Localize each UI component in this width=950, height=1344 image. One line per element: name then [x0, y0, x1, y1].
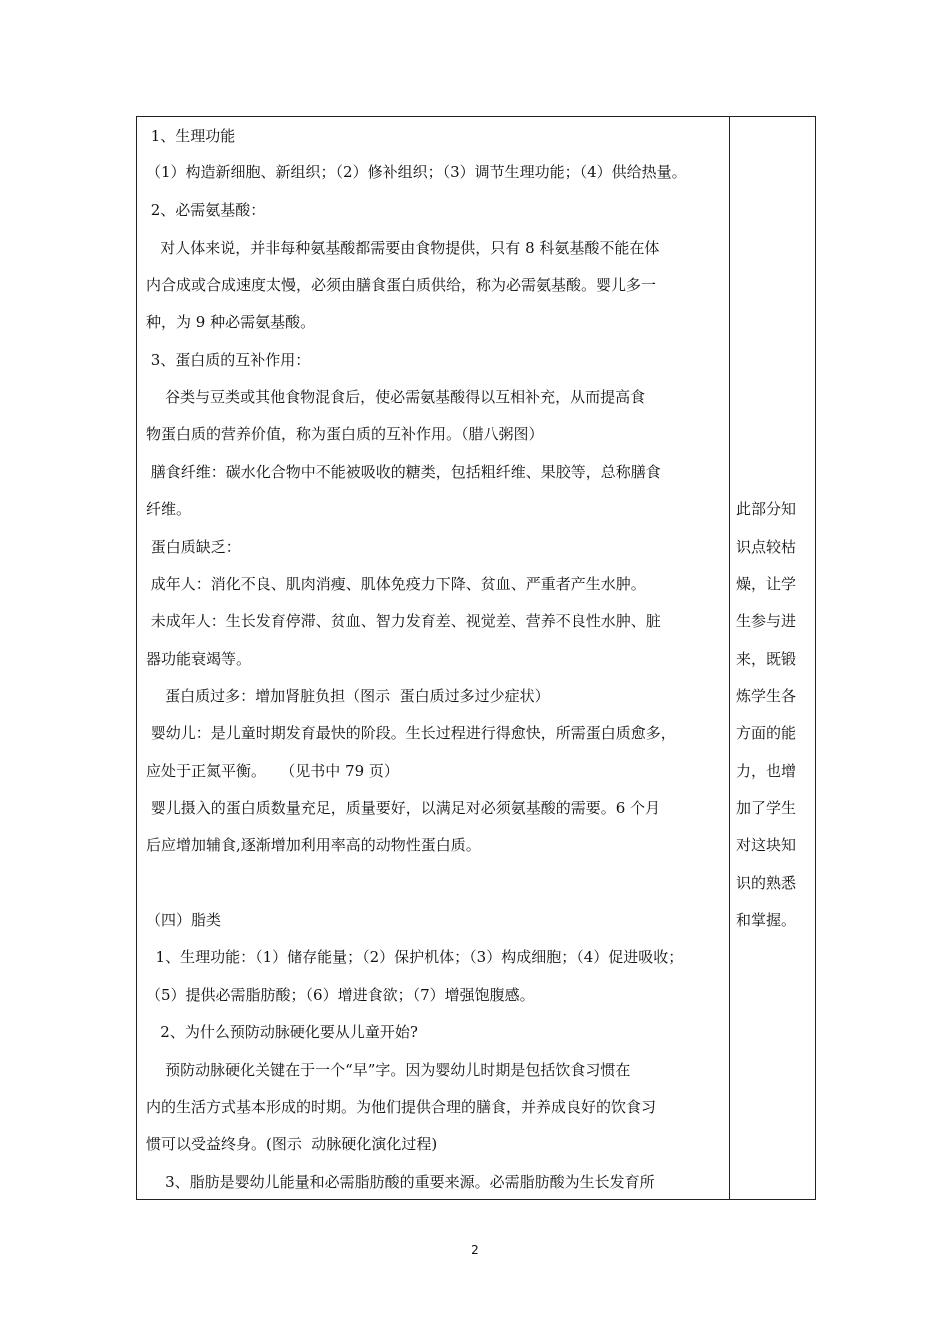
text-line: 1、生理功能 [146, 127, 236, 145]
content-cell [137, 117, 729, 1199]
text-line: 内合成或合成速度太慢，必须由膳食蛋白质供给，称为必需氨基酸。婴儿多一 [146, 276, 657, 294]
text-line: 膳食纤维：碳水化合物中不能被吸收的糖类，包括粗纤维、果胶等，总称膳食 [146, 463, 661, 481]
note-line: 加了学生 [736, 799, 797, 817]
note-line: 对这块知 [736, 836, 797, 854]
text-line: 3、蛋白质的互补作用： [146, 351, 311, 369]
lesson-table [136, 116, 816, 1200]
text-line: 器功能衰竭等。 [146, 650, 252, 668]
text-line: 种，为 9 种必需氨基酸。 [146, 313, 316, 331]
text-line: 预防动脉硬化关键在于一个“早”字。因为婴幼儿时期是包括饮食习惯在 [146, 1061, 631, 1079]
text-line: 婴幼儿：是儿童时期发育最快的阶段。生长过程进行得愈快，所需蛋白质愈多， [146, 724, 676, 742]
text-line: 后应增加辅食,逐渐增加利用率高的动物性蛋白质。 [146, 836, 481, 854]
text-line: 3、脂肪是婴幼儿能量和必需脂肪酸的重要来源。必需脂肪酸为生长发育所 [146, 1173, 655, 1191]
note-line: 炼学生各 [736, 687, 797, 705]
text-line: 婴儿摄入的蛋白质数量充足，质量要好，以满足对必须氨基酸的需要。6 个月 [146, 799, 661, 817]
note-line: 识点较枯 [736, 538, 797, 556]
text-line: 惯可以受益终身。(图示 动脉硬化演化过程) [146, 1135, 438, 1153]
text-line: 蛋白质过多：增加肾脏负担（图示 蛋白质过多过少症状） [146, 687, 550, 705]
note-line: 生参与进 [736, 612, 797, 630]
note-line: 和掌握。 [736, 911, 797, 929]
text-line: 对人体来说，并非每种氨基酸都需要由食物提供，只有 8 科氨基酸不能在体 [146, 239, 660, 257]
section-heading: （四）脂类 [146, 911, 222, 929]
text-line: 应处于正氮平衡。 （见书中 79 页） [146, 762, 399, 780]
notes-cell [730, 117, 816, 1199]
text-line: 纤维。 [146, 500, 192, 518]
note-line: 此部分知 [736, 500, 797, 518]
text-line: 成年人：消化不良、肌肉消瘦、肌体免疫力下降、贫血、严重者产生水肿。 [146, 575, 646, 593]
text-line: 物蛋白质的营养价值，称为蛋白质的互补作用。（腊八粥图） [146, 425, 544, 443]
text-line: 1、生理功能：（1）储存能量；（2）保护机体；（3）构成细胞；（4）促进吸收； [146, 948, 684, 966]
text-line: 2、必需氨基酸： [146, 201, 266, 219]
note-line: 燥，让学 [736, 575, 797, 593]
page-number: 2 [471, 1243, 479, 1257]
text-line: 2、为什么预防动脉硬化要从儿童开始? [146, 1023, 418, 1041]
note-line: 方面的能 [736, 724, 797, 742]
note-line: 力，也增 [736, 762, 797, 780]
text-line: 谷类与豆类或其他食物混食后，使必需氨基酸得以互相补充，从而提高食 [146, 388, 646, 406]
text-line: （5）提供必需脂肪酸；（6）增进食欲；（7）增强饱腹感。 [146, 986, 535, 1004]
note-line: 识的熟悉 [736, 874, 797, 892]
text-line: （1）构造新细胞、新组织；（2）修补组织；（3）调节生理功能；（4）供给热量。 [146, 163, 687, 181]
text-line: 未成年人：生长发育停滞、贫血、智力发育差、视觉差、营养不良性水肿、脏 [146, 612, 661, 630]
note-line: 来，既锻 [736, 650, 797, 668]
text-line: 内的生活方式基本形成的时期。为他们提供合理的膳食，并养成良好的饮食习 [146, 1098, 657, 1116]
text-line: 蛋白质缺乏： [146, 538, 241, 556]
